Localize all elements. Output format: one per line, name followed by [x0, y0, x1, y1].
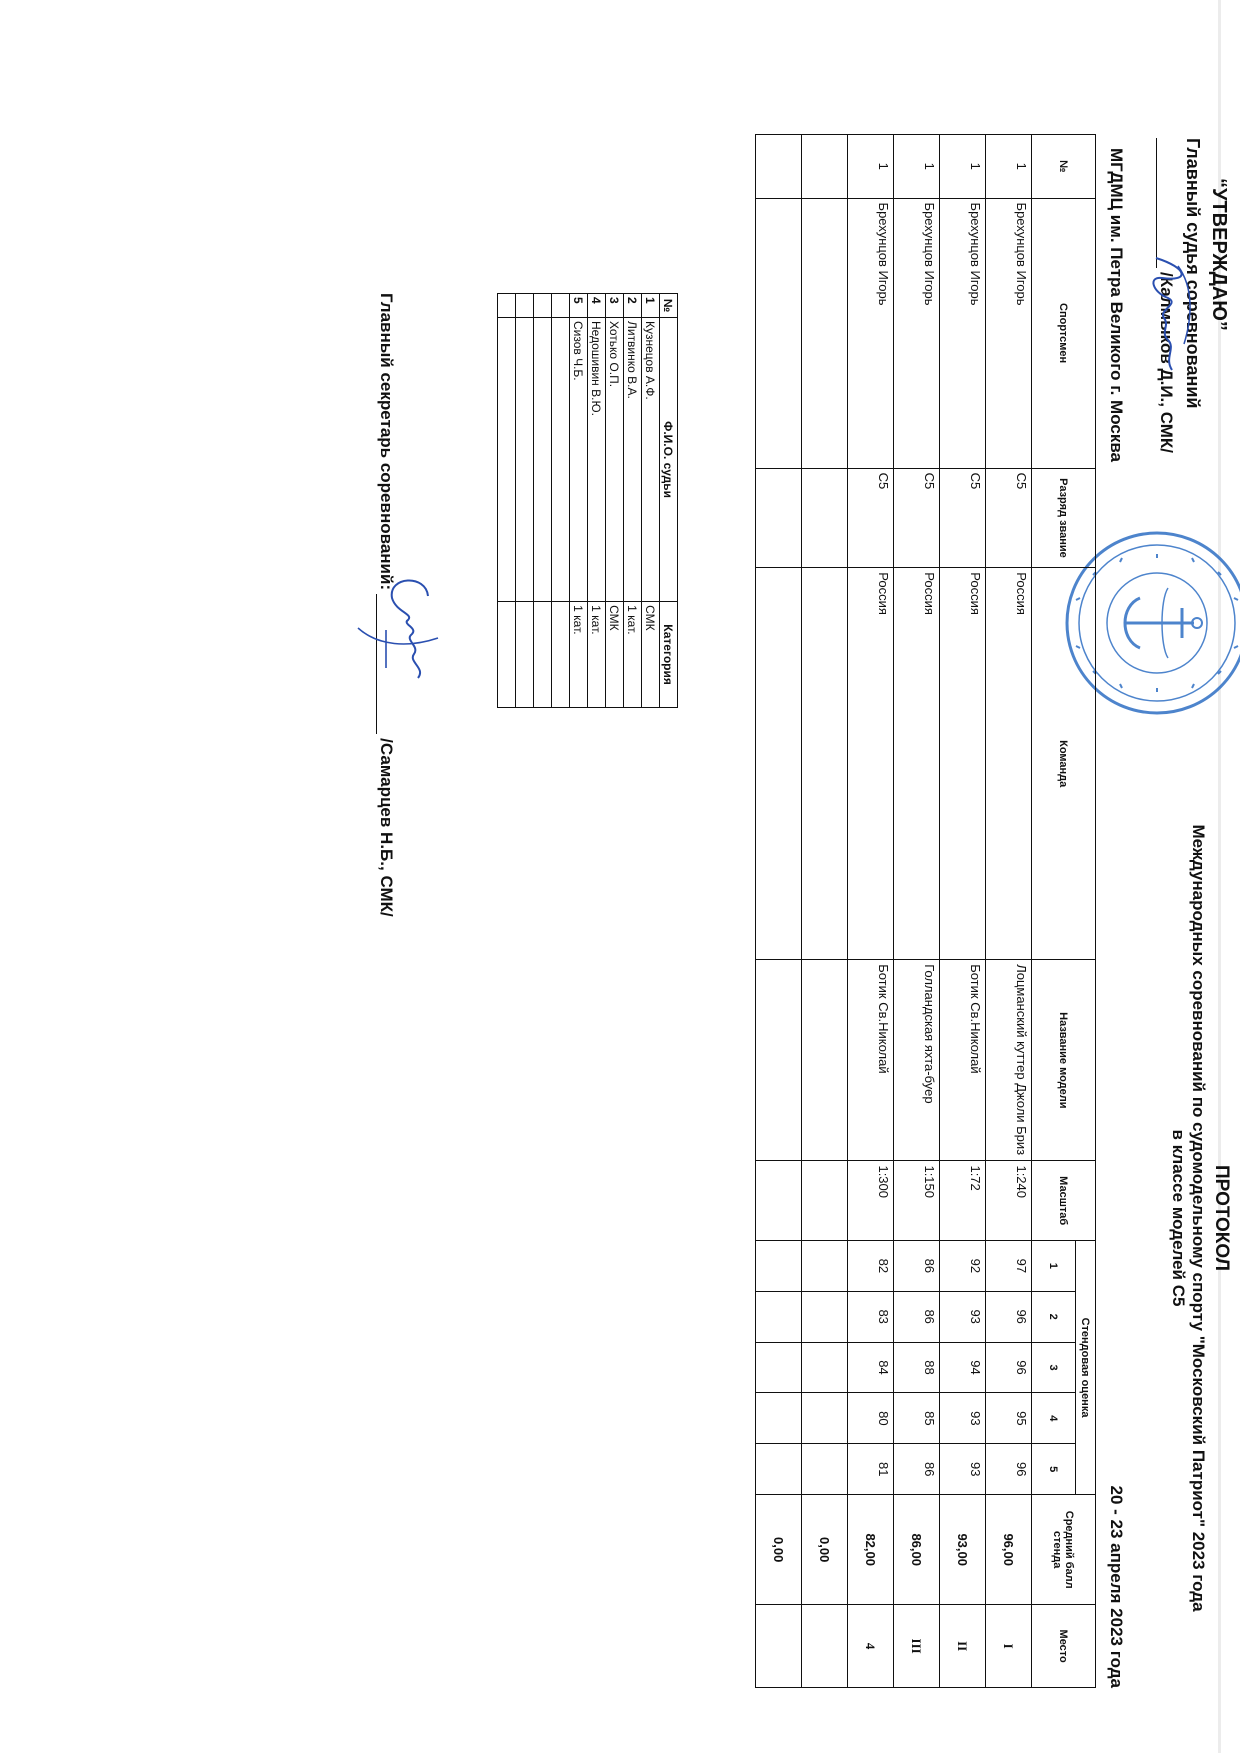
- cell-athlete: Брехунцов Игорь: [986, 198, 1032, 468]
- cell-rank: [756, 468, 802, 568]
- cell-score-3: [802, 1342, 848, 1393]
- protocol-heading: [1168, 748, 1232, 1688]
- cell-num: 1: [986, 135, 1032, 199]
- header-athlete: Спортсмен: [1032, 198, 1096, 468]
- cell-scale: 1:72: [940, 1161, 986, 1240]
- protocol-title: ПРОТОКОЛ: [1211, 1164, 1232, 1271]
- judges-header-row: [660, 294, 678, 708]
- judge-category: СМК: [606, 602, 624, 708]
- judge-row: [516, 294, 534, 708]
- cell-score-4: 80: [848, 1393, 894, 1444]
- cell-score-2: 83: [848, 1291, 894, 1342]
- judge-category: [534, 602, 552, 708]
- cell-score-5: 81: [848, 1444, 894, 1495]
- cell-place: I: [986, 1605, 1032, 1688]
- cell-rank: С5: [940, 468, 986, 568]
- cell-score-4: [802, 1393, 848, 1444]
- cell-model: Ботик Св.Николай: [940, 960, 986, 1161]
- cell-rank: С5: [848, 468, 894, 568]
- cell-athlete: Брехунцов Игорь: [894, 198, 940, 468]
- header-scale: Масштаб: [1032, 1161, 1096, 1240]
- cell-score-5: [802, 1444, 848, 1495]
- judge-name: [498, 317, 516, 601]
- cell-place: II: [940, 1605, 986, 1688]
- judge-row: [498, 294, 516, 708]
- judge-row: [552, 294, 570, 708]
- header-stand-score-group: Стендовая оценка: [1076, 1240, 1096, 1494]
- table-row: [756, 135, 802, 1688]
- judge-num: 3: [606, 294, 624, 318]
- judge-num: [498, 294, 516, 318]
- judge-category: [516, 602, 534, 708]
- cell-score-5: 93: [940, 1444, 986, 1495]
- cell-score-5: 96: [986, 1444, 1032, 1495]
- cell-scale: [802, 1161, 848, 1240]
- cell-team: [756, 568, 802, 960]
- cell-score-2: [802, 1291, 848, 1342]
- cell-model: Голландская яхта-буер: [894, 960, 940, 1161]
- cell-athlete: Брехунцов Игорь: [940, 198, 986, 468]
- cell-score-2: 93: [940, 1291, 986, 1342]
- judge-category: СМК: [642, 602, 660, 708]
- table-row: [894, 135, 940, 1688]
- cell-scale: 1:240: [986, 1161, 1032, 1240]
- table-row: [848, 135, 894, 1688]
- header-num: №: [1032, 135, 1096, 199]
- cell-score-1: 82: [848, 1240, 894, 1291]
- cell-team: Россия: [848, 568, 894, 960]
- judge-num: [552, 294, 570, 318]
- cell-rank: С5: [986, 468, 1032, 568]
- judge-row: [606, 294, 624, 708]
- cell-scale: 1:300: [848, 1161, 894, 1240]
- cell-num: 1: [940, 135, 986, 199]
- cell-athlete: [802, 198, 848, 468]
- cell-score-1: 97: [986, 1240, 1032, 1291]
- judge-num: [516, 294, 534, 318]
- cell-score-2: 96: [986, 1291, 1032, 1342]
- judges-table: [497, 293, 678, 708]
- cell-score-3: 94: [940, 1342, 986, 1393]
- cell-score-4: 93: [940, 1393, 986, 1444]
- cell-team: [802, 568, 848, 960]
- judges-header-num: №: [660, 294, 678, 318]
- judge-row: [624, 294, 642, 708]
- cell-average: 82,00: [848, 1495, 894, 1605]
- judge-name: Кузнецов А.Ф.: [642, 317, 660, 601]
- cell-score-3: 96: [986, 1342, 1032, 1393]
- cell-rank: [802, 468, 848, 568]
- cell-scale: [756, 1161, 802, 1240]
- judge-row: [534, 294, 552, 708]
- cell-score-4: [756, 1393, 802, 1444]
- table-row: [802, 135, 848, 1688]
- table-row: [940, 135, 986, 1688]
- cell-average: 93,00: [940, 1495, 986, 1605]
- header-judge-1: 1: [1032, 1240, 1076, 1291]
- judge-row: [570, 294, 588, 708]
- header-model: Название модели: [1032, 960, 1096, 1161]
- chief-judge-signature: [1138, 248, 1198, 388]
- cell-model: Лоцманский куттер Джоли Бриз: [986, 960, 1032, 1161]
- protocol-sheet: [158, 108, 1238, 1698]
- cell-num: [756, 135, 802, 199]
- cell-score-5: [756, 1444, 802, 1495]
- cell-team: Россия: [894, 568, 940, 960]
- cell-score-1: [756, 1240, 802, 1291]
- model-class: в классе моделей С5: [1169, 1129, 1188, 1307]
- cell-num: 1: [848, 135, 894, 199]
- cell-model: [802, 960, 848, 1161]
- judge-num: 2: [624, 294, 642, 318]
- header-judge-4: 4: [1032, 1393, 1076, 1444]
- secretary-role: Главный секретарь соревнований:: [377, 293, 396, 591]
- judge-name: Недошивин В.Ю.: [588, 317, 606, 601]
- judge-category: 1 кат.: [570, 602, 588, 708]
- cell-score-2: [756, 1291, 802, 1342]
- judge-category: 1 кат.: [588, 602, 606, 708]
- judge-name: Хотько О.П.: [606, 317, 624, 601]
- cell-score-4: 85: [894, 1393, 940, 1444]
- cell-score-1: [802, 1240, 848, 1291]
- cell-num: 1: [894, 135, 940, 199]
- cell-score-3: 88: [894, 1342, 940, 1393]
- cell-team: Россия: [986, 568, 1032, 960]
- cell-num: [802, 135, 848, 199]
- organization-name: МГДМЦ им. Петра Великого г. Москва: [1107, 148, 1126, 463]
- judges-header-name: Ф.И.О. судьи: [660, 317, 678, 601]
- judge-name: [534, 317, 552, 601]
- judge-num: 5: [570, 294, 588, 318]
- cell-score-1: 86: [894, 1240, 940, 1291]
- judge-category: 1 кат.: [624, 602, 642, 708]
- judge-category: [552, 602, 570, 708]
- chief-judge-role: Главный судья соревнований: [1183, 138, 1203, 409]
- cell-score-4: 95: [986, 1393, 1032, 1444]
- cell-place: III: [894, 1605, 940, 1688]
- judge-name: [516, 317, 534, 601]
- table-row: [986, 135, 1032, 1688]
- judge-row: [642, 294, 660, 708]
- judge-num: 1: [642, 294, 660, 318]
- judge-num: 4: [588, 294, 606, 318]
- cell-average: 86,00: [894, 1495, 940, 1605]
- cell-average: 96,00: [986, 1495, 1032, 1605]
- header-place: Место: [1032, 1605, 1096, 1688]
- judge-num: [534, 294, 552, 318]
- header-average: Средний балл стенда: [1032, 1495, 1096, 1605]
- header-judge-5: 5: [1032, 1444, 1076, 1495]
- competition-date: 20 - 23 апреля 2023 года: [1107, 1485, 1126, 1688]
- cell-place: [756, 1605, 802, 1688]
- results-header-row: [1076, 135, 1096, 1688]
- cell-model: Ботик Св.Николай: [848, 960, 894, 1161]
- judges-header-category: Категория: [660, 602, 678, 708]
- judge-name: [552, 317, 570, 601]
- cell-athlete: [756, 198, 802, 468]
- cell-score-2: 86: [894, 1291, 940, 1342]
- secretary-name: /Самарцев Н.Б., СМК/: [377, 738, 396, 917]
- judge-row: [588, 294, 606, 708]
- cell-team: Россия: [940, 568, 986, 960]
- cell-place: [802, 1605, 848, 1688]
- cell-scale: 1:150: [894, 1161, 940, 1240]
- cell-score-3: 84: [848, 1342, 894, 1393]
- header-team: Команда: [1032, 568, 1096, 960]
- competition-name: Международных соревнований по судомодельному спорту "Московский Патриот" 2023 года: [1189, 824, 1208, 1612]
- header-judge-3: 3: [1032, 1342, 1076, 1393]
- judge-name: Сизов Ч.Б.: [570, 317, 588, 601]
- cell-score-1: 92: [940, 1240, 986, 1291]
- cell-rank: С5: [894, 468, 940, 568]
- secretary-signature: [353, 568, 448, 708]
- header-judge-2: 2: [1032, 1291, 1076, 1342]
- cell-score-3: [756, 1342, 802, 1393]
- approval-title: “УТВЕРЖДАЮ”: [1208, 178, 1230, 331]
- cell-average: 0,00: [756, 1495, 802, 1605]
- judge-category: [498, 602, 516, 708]
- cell-model: [756, 960, 802, 1161]
- chief-judge-name: /Калмыков Д.И., СМК/: [1157, 272, 1176, 454]
- cell-athlete: Брехунцов Игорь: [848, 198, 894, 468]
- header-rank: Разряд звание: [1032, 468, 1096, 568]
- results-table: [755, 134, 1096, 1688]
- cell-score-5: 86: [894, 1444, 940, 1495]
- cell-average: 0,00: [802, 1495, 848, 1605]
- judge-name: Литвинко В.А.: [624, 317, 642, 601]
- cell-place: 4: [848, 1605, 894, 1688]
